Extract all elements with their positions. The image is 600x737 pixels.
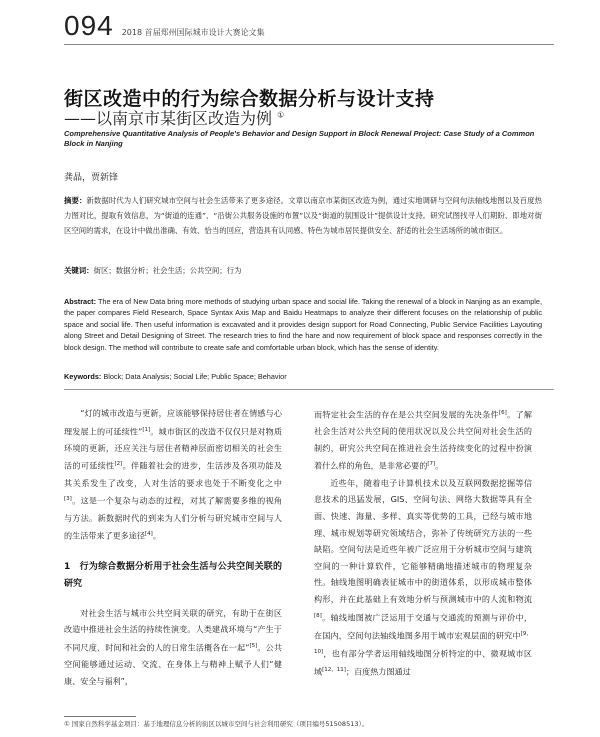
keywords-en-label: Keywords: — [64, 372, 102, 381]
abstract-cn-label: 摘要： — [64, 196, 87, 205]
text-run: ，也有部分学者运用轴线地图分析特定的中、微观城市区域 — [314, 648, 532, 678]
text-run: 而特定社会生活的存在是公共空间发展的先决条件 — [314, 409, 499, 420]
footnote-divider — [64, 716, 136, 717]
text-run: 。 — [435, 461, 444, 472]
english-title: Comprehensive Quantitative Analysis of People's Behavior and Design Support in Block Renewal Project: Case Study of a Common Block in Nanjing — [64, 129, 535, 148]
text-run: 。城市街区的改造不仅仅只是对物质环境的更新，还应关注与居住者精神层面密切相关的社会生活的可延续性 — [64, 426, 282, 472]
abstract-cn-text: 新数据时代为人们研究城市空间与社会生活带来了更多途径。文章以南京市某街区改造为例，通过实地调研与空间句法轴线地图以及百度热力图对比，提取有效信息，为“街道的连通”、“沿街公共服务设施的布置”以及“街道的氛围设计”提供设计支持。研究试图找寻人们期盼、即地对街区空间的需求，在设计中做出准确、有效、恰当的回应，营造具有认同感、特色为城市居民提供安全、舒适的社会生活场所的城市街区。 — [64, 196, 542, 236]
citation: [7] — [427, 461, 436, 468]
keywords-cn-label: 关键词： — [64, 266, 94, 275]
text-run: 。伴随着社会的进步，生活涉及各项功能及其关系发生了改变，人对生活的要求也处于不断变化之中 — [64, 461, 282, 488]
body-paragraph — [64, 405, 282, 545]
body-paragraph — [64, 605, 282, 690]
header-divider — [64, 44, 554, 45]
citation: [2] — [114, 461, 123, 468]
authors: 龚晶，贾新锋 — [64, 173, 119, 183]
citation: [9，10] — [314, 630, 532, 656]
text-run: “灯的城市改造与更新，应该能够保持居住者在情感与心理发展上的可延续性” — [64, 408, 282, 437]
page-header — [64, 10, 265, 42]
citation: [5] — [249, 642, 258, 649]
subtitle-text: ——以南京市某街区改造为例 — [64, 109, 273, 128]
text-run: 。轴线地图被广泛运用于交通与交通流的预测与评价中，在国内，空间句法轴线地图多用于城市宏观层面的研究中 — [314, 612, 532, 641]
text-run: 近些年，随着电子计算机技术以及互联网数据挖掘等信息技术的迅猛发展，GIS、空间句法、网络大数据等具有全面、快速、海量、多样、真实等优势的工具，已经与城市地理、城市规划等研究领域结合，弥补了传统研究方法的一些缺陷。空间句法是近些年被广泛应用于分析城市空间与建筑空间的一种计算软件，它能够精确地描述城市的物理复杂性。轴线地图明确表征城市中的街道体系，以形成城市整体构形，并在此基础上有效地分析与预测城市中的人流和物流 — [314, 477, 532, 604]
abstract-en — [64, 296, 542, 353]
article-subtitle — [64, 106, 284, 129]
text-run: 。这是一个复杂与动态的过程，对其了解需要多维的视角与方法。新数据时代的到来为人们分析与研究城市空间与人的生活带来了更多途径 — [64, 496, 282, 541]
citation: [12，11] — [322, 667, 346, 674]
text-run: 。 — [152, 530, 161, 541]
body-right-column — [314, 405, 532, 681]
keywords-cn-text: 街区；数据分析；社会生活；公共空间；行为 — [93, 266, 242, 275]
text-run: ；百度热力图通过 — [345, 667, 411, 678]
abstract-en-label: Abstract: — [64, 297, 97, 306]
article-title: 街区改造中的行为综合数据分析与设计支持 — [64, 88, 435, 110]
page-number: 094 — [64, 10, 114, 41]
text-run: 。公共空间能够通过运动、交流、在身体上与精神上赋予人们“健康、安全与福利”， — [64, 642, 282, 686]
citation: [8] — [314, 612, 322, 619]
text-run: 。了解社会生活对公共空间的使用状况以及公共空间对社会生活的制约，研究公共空间在推进社会生活持续变化的过程中扮演着什么样的角色，是非常必要的 — [314, 409, 532, 472]
citation: [3] — [64, 496, 72, 503]
citation: [1] — [142, 426, 151, 433]
subtitle-note-marker: ① — [277, 110, 285, 120]
footnote: ① 国家自然科学基金项目：基于地理信息分析的街区以城市空间与社会利用研究（项目编号51508513）。 — [64, 720, 369, 728]
abstract-divider — [64, 389, 554, 390]
citation: [4] — [144, 531, 153, 538]
section-heading: 1 行为综合数据分析用于社会生活与公共空间关联的研究 — [64, 561, 282, 589]
citation: [6] — [498, 410, 507, 416]
body-left-column — [64, 405, 282, 689]
running-title: 2018 首届郑州国际城市设计大赛论文集 — [121, 28, 265, 37]
body-paragraph — [314, 405, 532, 475]
abstract-en-text: The era of New Data bring more methods of studying urban space and social life. Taking the renewal of a block in Nanjing as an example, the paper compares Field Research, Space Syntax Axis Map and Baidu Heatmaps to analyze their different focuses on the relationship of public space and social life. Then useful information is excavated and it provides design support for Road Connecting, Public Service Facilities Layouting along Street and Detail Designing of Street. The research tries to find the hare and now requirement of block space and responses correctly in the block design. The method will contribute to create safe and comfortable urban block, which has the sense of identity. — [64, 297, 542, 352]
body-paragraph — [314, 475, 532, 681]
keywords-cn — [64, 265, 241, 276]
text-run: 对社会生活与城市公共空间关联的研究，有助于在街区改造中推进社会生活的持续性演变。人类建战环境与“产生于不同尺度、时间和社会的人的日常生活概各在一起” — [64, 607, 282, 653]
abstract-cn — [64, 193, 542, 239]
keywords-en-text: Block; Data Analysis; Social Life; Public Space; Behavior — [103, 372, 287, 381]
keywords-en — [64, 372, 287, 381]
